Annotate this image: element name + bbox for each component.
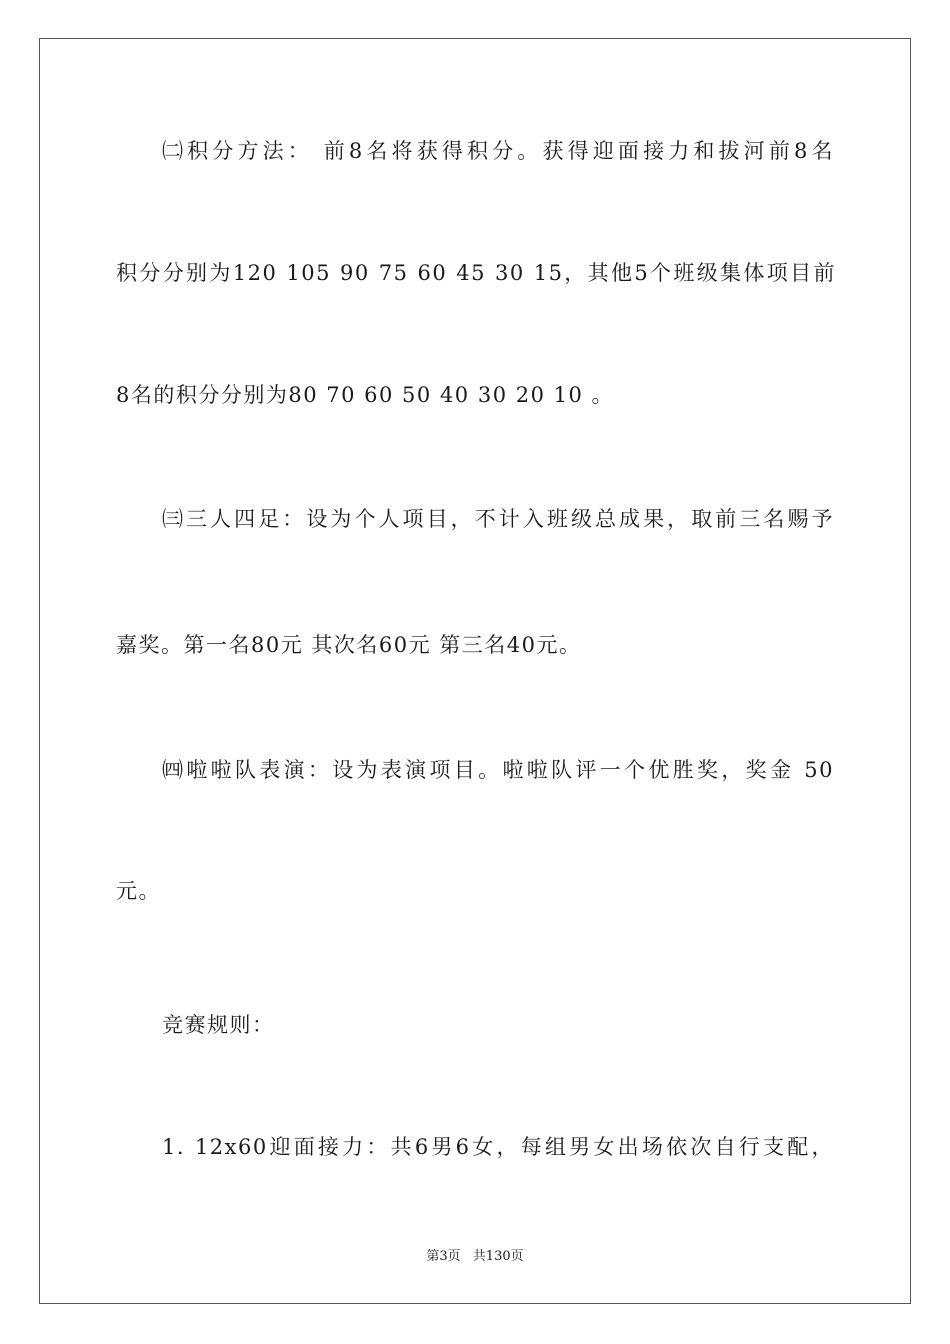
paragraph-line-7: 元。 [116, 879, 161, 903]
page-number: 第3页 [426, 1249, 461, 1264]
total-pages: 共130页 [472, 1249, 524, 1264]
paragraph-line-3: 8名的积分分别为80 70 60 50 40 30 20 10 。 [116, 383, 615, 407]
paragraph-line-9: 1. 12x60迎面接力：共6男6女，每组男女出场依次自行支配， [162, 1135, 834, 1159]
page-footer [0, 1248, 950, 1266]
paragraph-line-2: 积分分别为120 105 90 75 60 45 30 15，其他5个班级集体项目前 [116, 261, 836, 285]
paragraph-line-6: ㈣啦啦队表演：设为表演项目。啦啦队评一个优胜奖，奖金 50 [162, 758, 834, 782]
section-heading: 竞赛规则： [162, 1013, 275, 1037]
paragraph-line-1: ㈡积分方法： 前8名将获得积分。获得迎面接力和拔河前8名 [162, 139, 834, 163]
paragraph-line-4: ㈢三人四足：设为个人项目，不计入班级总成果，取前三名赐予 [162, 507, 834, 531]
paragraph-line-5: 嘉奖。第一名80元 其次名60元 第三名40元。 [116, 633, 582, 657]
page-border [39, 38, 911, 1304]
